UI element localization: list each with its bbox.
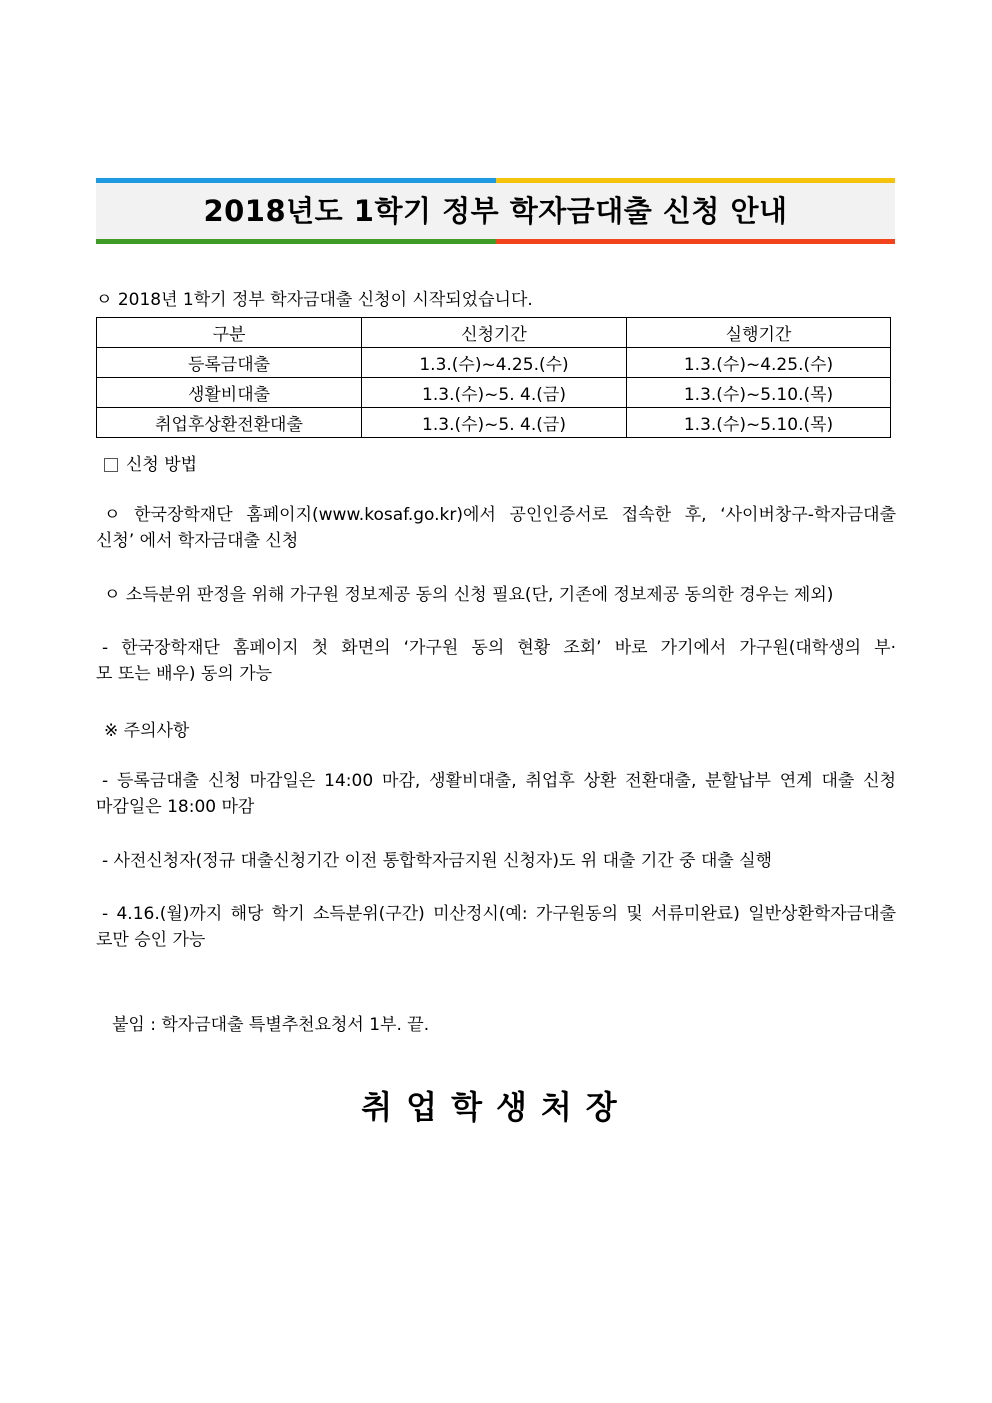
checkbox-icon — [104, 458, 118, 472]
notice-heading: ※ 주의사항 — [104, 721, 190, 741]
table-cell: 1.3.(수)~4.25.(수) — [627, 348, 891, 378]
intro-text: ㅇ 2018년 1학기 정부 학자금대출 신청이 시작되었습니다. — [96, 290, 533, 310]
notice-item-line: - 등록금대출 신청 마감일은 14:00 마감, 생활비대출, 취업후 상환 전환대출, 분할납부 연계 대출 신청 — [102, 771, 896, 791]
method-item-line: ㅇ 한국장학재단 홈페이지(www.kosaf.go.kr)에서 공인인증서로 접속한 후, ‘사이버창구-학자금대출 — [104, 505, 896, 525]
table-cell: 1.3.(수)~5.10.(목) — [627, 378, 891, 408]
method-heading — [104, 450, 197, 475]
notice-item-1 — [96, 768, 896, 820]
table-cell: 등록금대출 — [97, 348, 362, 378]
notice-item-line: - 4.16.(월)까지 해당 학기 소득분위(구간) 미산정시(예: 가구원동의 및 서류미완료) 일반상환학자금대출 — [102, 904, 896, 924]
method-item-1 — [96, 502, 896, 554]
table-row — [97, 378, 891, 408]
notice-item-line: 로만 승인 가능 — [96, 930, 206, 950]
title-bar-blue — [96, 178, 496, 183]
table-cell: 1.3.(수)~5. 4.(금) — [362, 408, 627, 438]
method-item-line: ㅇ 소득분위 판정을 위해 가구원 정보제공 동의 신청 필요(단, 기존에 정보제공 동의한 경우는 제외) — [104, 585, 834, 605]
table-cell: 1.3.(수)~5.10.(목) — [627, 408, 891, 438]
method-heading-label: 신청 방법 — [126, 455, 198, 475]
table-cell: 1.3.(수)~5. 4.(금) — [362, 378, 627, 408]
title-bar-green — [96, 239, 496, 244]
table-cell: 1.3.(수)~4.25.(수) — [362, 348, 627, 378]
table-header-cell: 구분 — [97, 318, 362, 348]
loan-period-table — [96, 317, 891, 438]
method-item-line: - 한국장학재단 홈페이지 첫 화면의 ‘가구원 동의 현황 조회’ 바로 가기에서 가구원(대학생의 부· — [102, 638, 896, 658]
title-bar-yellow — [496, 178, 895, 183]
method-item-line: 모 또는 배우) 동의 가능 — [96, 664, 273, 684]
table-row — [97, 348, 891, 378]
method-item-2 — [96, 582, 896, 608]
table-row — [97, 408, 891, 438]
table-header-cell: 실행기간 — [627, 318, 891, 348]
title-banner — [96, 178, 895, 244]
method-item-line: 신청’ 에서 학자금대출 신청 — [96, 531, 299, 551]
notice-item-line: - 사전신청자(정규 대출신청기간 이전 통합학자금지원 신청자)도 위 대출 기간 중 대출 실행 — [102, 851, 773, 871]
table-cell: 생활비대출 — [97, 378, 362, 408]
notice-item-3 — [96, 901, 896, 953]
notice-item-line: 마감일은 18:00 마감 — [96, 797, 255, 817]
table-header-row — [97, 318, 891, 348]
table-cell: 취업후상환전환대출 — [97, 408, 362, 438]
page-title: 2018년도 1학기 정부 학자금대출 신청 안내 — [203, 194, 788, 228]
attachment-note: 붙임 : 학자금대출 특별추천요청서 1부. 끝. — [112, 1015, 430, 1035]
signature: 취업학생처장 — [361, 1088, 631, 1126]
title-bar-red — [496, 239, 895, 244]
table-header-cell: 신청기간 — [362, 318, 627, 348]
notice-item-2 — [96, 848, 896, 874]
method-item-3 — [96, 635, 896, 687]
